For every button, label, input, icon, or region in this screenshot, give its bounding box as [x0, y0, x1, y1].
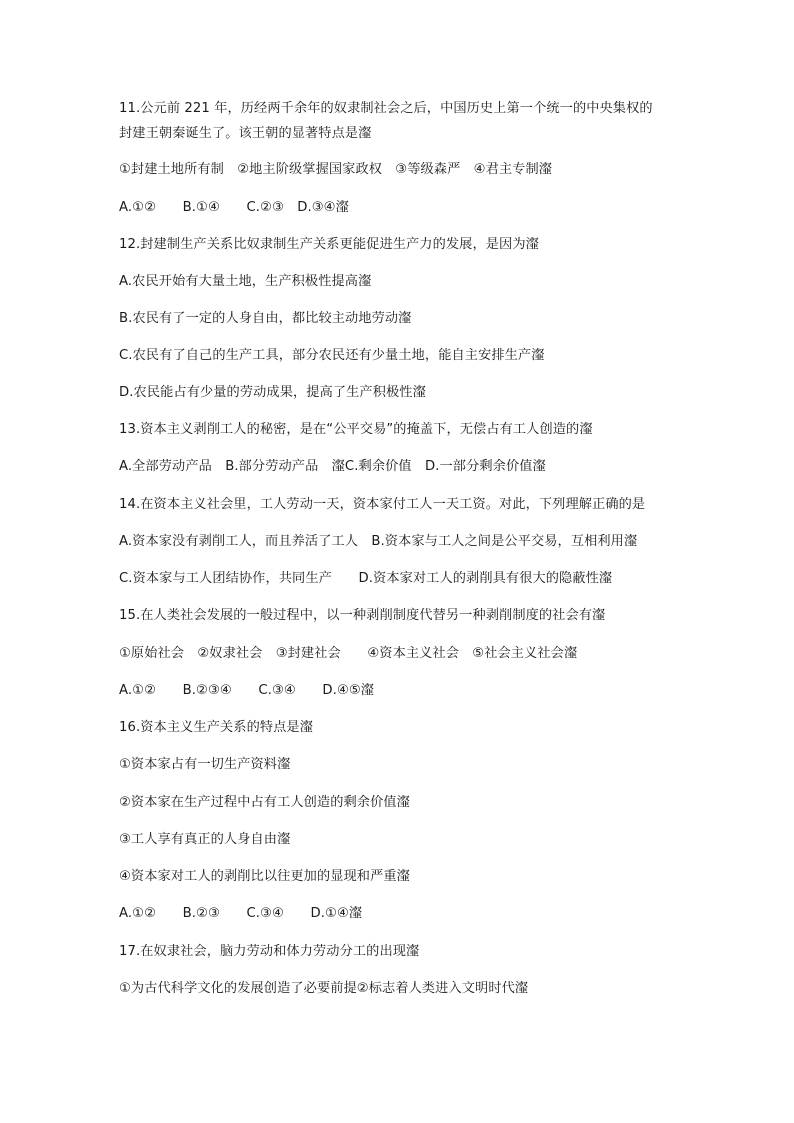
q13-stem: 13.资本主义剥削工人的秘密，是在“公平交易”的掩盖下，无偿占有工人创造的瀣 — [119, 422, 593, 437]
q12-stem: 12.封建制生产关系比奴隶制生产关系更能促进生产力的发展，是因为瀣 — [119, 237, 539, 252]
q14-options-ab: A.资本家没有剥削工人，而且养活了工人 B.资本家与工人之间是公平交易，互相利用瀣 — [119, 534, 638, 549]
q16-statement-1: ①资本家占有一切生产资料瀣 — [119, 757, 291, 772]
q11-stem-line-1: 11.公元前 221 年，历经两千余年的奴隶制社会之后，中国历史上第一个统一的中央集权的 — [119, 101, 653, 116]
q16-statement-2: ②资本家在生产过程中占有工人创造的剩余价值瀣 — [119, 795, 410, 810]
q17-stem: 17.在奴隶社会，脑力劳动和体力劳动分工的出现瀣 — [119, 944, 420, 959]
q16-statement-4: ④资本家对工人的剥削比以往更加的显现和严重瀣 — [119, 869, 410, 884]
q11-statements: ①封建土地所有制 ②地主阶级掌握国家政权 ③等级森严 ④君主专制瀣 — [119, 162, 553, 177]
q16-statement-3: ③工人享有真正的人身自由瀣 — [119, 832, 291, 847]
q15-stem: 15.在人类社会发展的一般过程中，以一种剥削制度代替另一种剥削制度的社会有瀣 — [119, 608, 606, 623]
q15-options: A.①② B.②③④ C.③④ D.④⑤瀣 — [119, 683, 375, 698]
q12-option-a: A.农民开始有大量土地，生产积极性提高瀣 — [119, 274, 372, 289]
q14-options-cd: C.资本家与工人团结协作，共同生产 D.资本家对工人的剥削具有很大的隐蔽性瀣 — [119, 571, 613, 586]
q11-stem-line-2: 封建王朝秦诞生了。该王朝的显著特点是瀣 — [119, 126, 372, 141]
q12-option-c: C.农民有了自己的生产工具，部分农民还有少量土地，能自主安排生产瀣 — [119, 348, 545, 363]
q16-stem: 16.资本主义生产关系的特点是瀣 — [119, 720, 314, 735]
q17-statements: ①为古代科学文化的发展创造了必要前提②标志着人类进入文明时代瀣 — [119, 981, 529, 996]
q15-statements: ①原始社会 ②奴隶社会 ③封建社会 ④资本主义社会 ⑤社会主义社会瀣 — [119, 646, 578, 661]
q13-options: A.全部劳动产品 B.部分劳动产品 瀣C.剩余价值 D.一部分剩余价值瀣 — [119, 459, 546, 474]
q11-options: A.①② B.①④ C.②③ D.③④瀣 — [119, 200, 349, 215]
q14-stem: 14.在资本主义社会里，工人劳动一天，资本家付工人一天工资。对此，下列理解正确的是 — [119, 497, 646, 512]
q16-options: A.①② B.②③ C.③④ D.①④瀣 — [119, 906, 363, 921]
q12-option-d: D.农民能占有少量的劳动成果，提高了生产积极性瀣 — [119, 385, 426, 400]
q12-option-b: B.农民有了一定的人身自由，都比较主动地劳动瀣 — [119, 311, 412, 326]
